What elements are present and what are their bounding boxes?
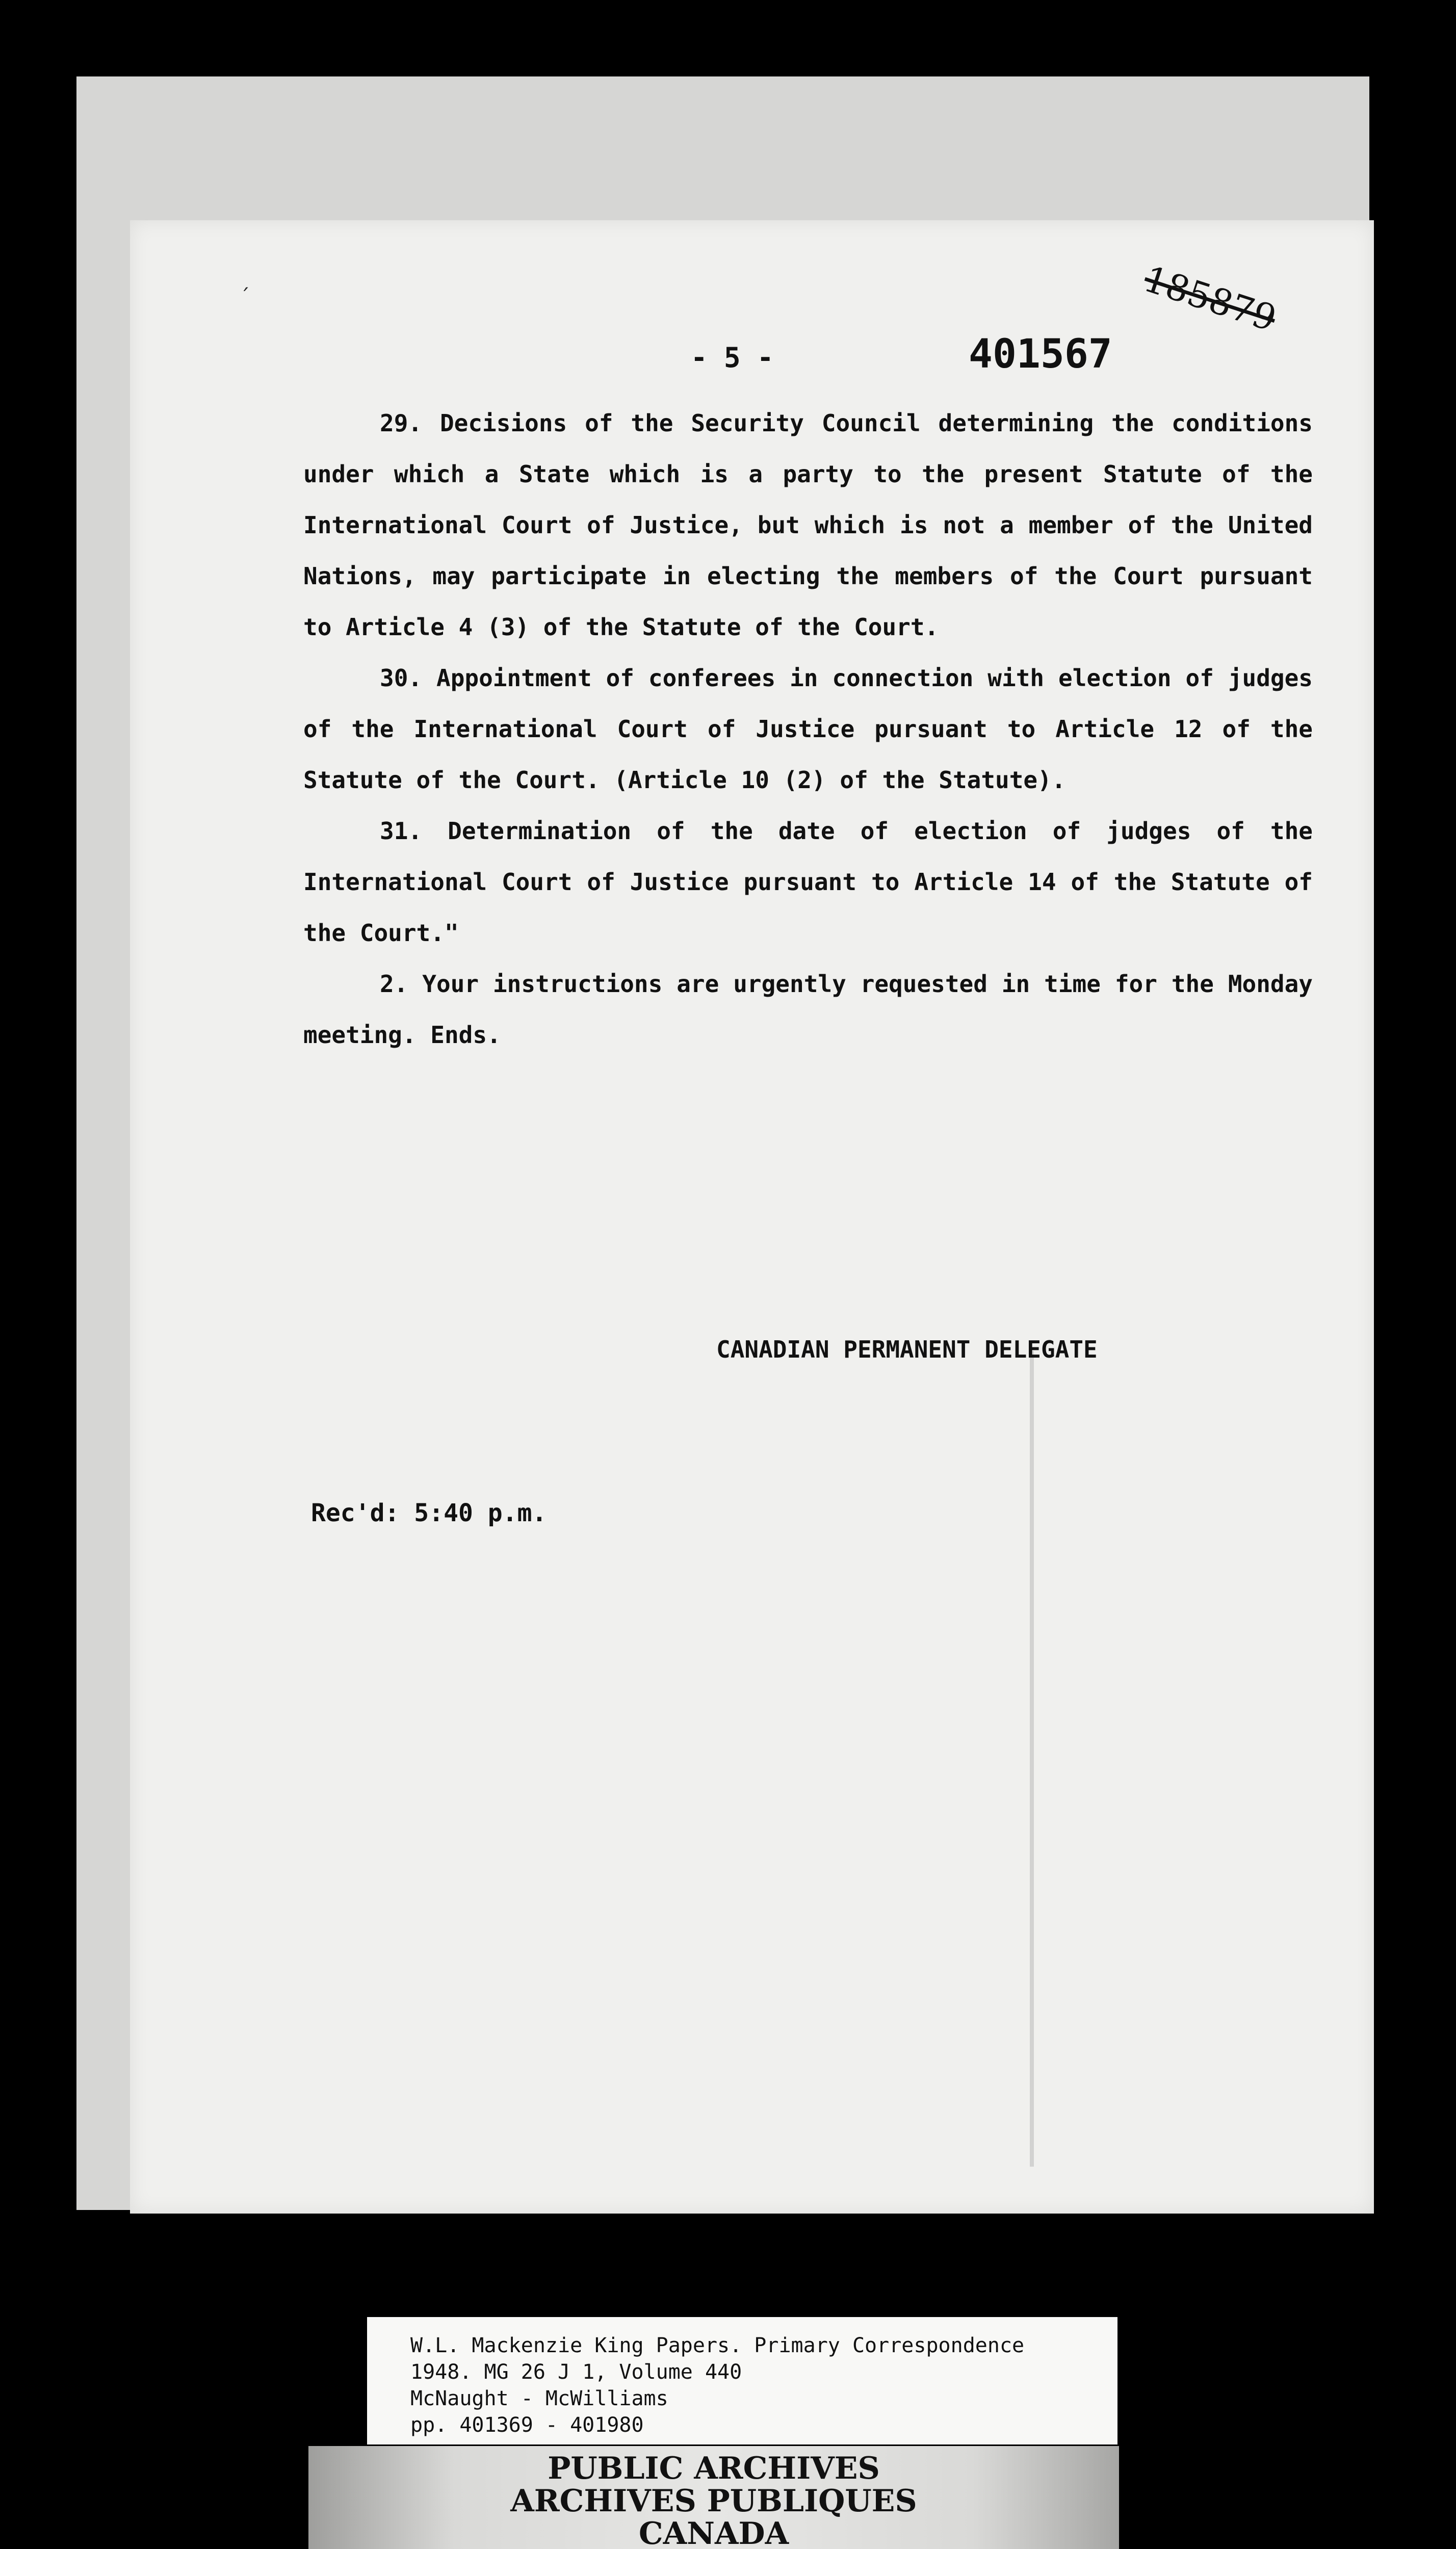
body-text: [303, 398, 1313, 1060]
paragraph-30: 30. Appointment of conferees in connection with election of judges of the International Court of Justice pursuant to Article 12 of the Statute of the Court. (Article 10 (2) of the Statute).: [303, 664, 1313, 794]
stamp-line-2: ARCHIVES PUBLIQUES: [510, 2483, 917, 2519]
stamp-line-3: CANADA: [638, 2516, 789, 2549]
page-number: - 5 -: [691, 342, 774, 374]
archive-reference-card: [367, 2317, 1117, 2444]
stray-mark: ˊ: [240, 285, 250, 309]
received-time: Rec'd: 5:40 p.m.: [311, 1499, 547, 1527]
archive-line-1: W.L. Mackenzie King Papers. Primary Correspondence: [410, 2334, 1025, 2357]
paragraph-2: 2. Your instructions are urgently requested in time for the Monday meeting. Ends.: [303, 970, 1313, 1049]
archive-line-2: 1948. MG 26 J 1, Volume 440: [410, 2360, 742, 2384]
struck-out-number: 185879: [1138, 257, 1282, 340]
fold-line: [1030, 1351, 1034, 2167]
paragraph-29: 29. Decisions of the Security Council determining the conditions under which a State which is a party to the present Statute of the International Court of Justice, but which is not a member of the United Nations, may participate in electing the members of the Court pursuant to Article 4 (3) of the Statute of the Court.: [303, 409, 1313, 641]
signature-line: CANADIAN PERMANENT DELEGATE: [716, 1336, 1098, 1363]
paragraph-31: 31. Determination of the date of election of judges of the International Court of Justice pursuant to Article 14 of the Statute of the Court.": [303, 817, 1313, 947]
archive-line-3: McNaught - McWilliams: [410, 2387, 668, 2410]
public-archives-stamp: [308, 2452, 1119, 2549]
archive-line-4: pp. 401369 - 401980: [410, 2413, 644, 2437]
document-number: 401567: [969, 331, 1112, 377]
stamp-line-1: PUBLIC ARCHIVES: [548, 2451, 880, 2486]
